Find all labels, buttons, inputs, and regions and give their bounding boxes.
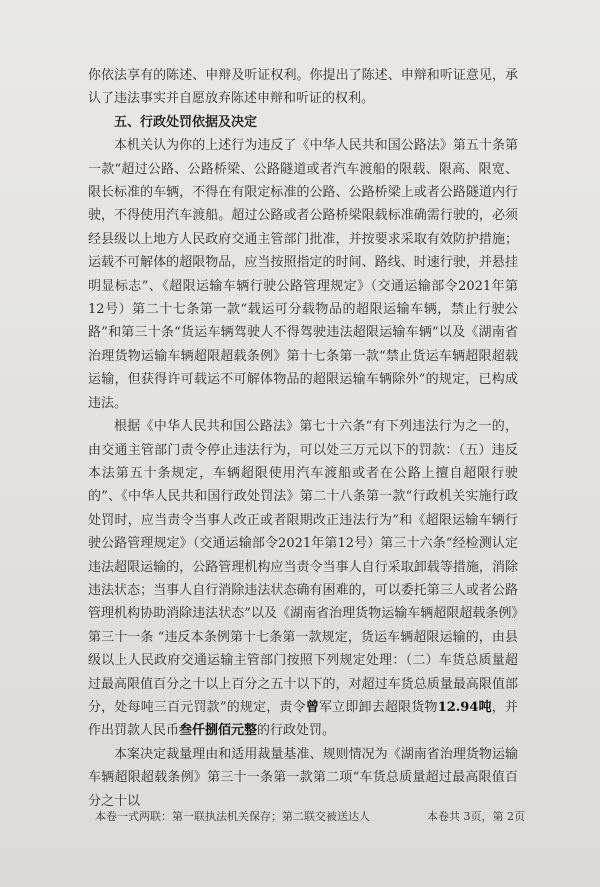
fine-amount: 叁仟捌佰元整 [179,723,258,739]
paragraph-penalty [88,415,518,743]
footer-copies-note: 本卷一式两联：第一联执法机关保存；第二联交被送达人 [95,810,370,823]
section-title: 五、行政处罚依据及决定 [114,114,258,130]
document-body [88,64,518,813]
footer-page-number: 本卷共 3页，第 2页 [427,810,525,823]
penalty-text-1: 根据《中华人民共和国公路法》第七十六条“有下列违法行为之一的，由交通主管部门责令停止违法行为，可以处三万元以下的罚款：（五）违反本法第五十条规定，车辆超限使用汽车渡船或者在公路上擅自超限行驶的”、《中华人民共和国行政处罚法》第二十八条第一款“行政机关实施行政处罚时，应当责令当事人改正或者限期改正违法行为”和《超限运输车辆行驶公路管理规定》（交通运输部令2021年第12号）第三十六条“经检测认定违法超限运输的，公路管理机构应当责令当事人自行采取卸载等措施，消除违法状态；当事人自行消除违法状态确有困难的，可以委托第三人或者公路管理机构协助消除违法状态”以及《湖南省治理货物运输车辆超限超载条例》第三十一条 “违反本条例第十七条第一款规定，货运车辆超限运输的，由县级以上人民政府交通运输主管部门按照下列规定处理：（二）车货总质量超过最高限值百分之十以上百分之五十以下的，对超过车货总质量最高限值部分，处每吨三百元罚款”的规定，责令 [88,419,518,715]
penalty-text-3: ，并作出罚款人民币 [88,699,518,739]
paragraph-violation: 本机关认为你的上述行为违反了《中华人民共和国公路法》第五十条第一款“超过公路、公路桥梁、公路隧道或者汽车渡船的限载、限高、限宽、限长标准的车辆，不得在有限定标准的公路、公路桥梁上或者公路隧道内行驶，不得使用汽车渡船。超过公路或者公路桥梁限载标准确需行驶的，必须经县级以上地方人民政府交通主管部门批准，并按要求采取有效防护措施；运载不可解体的超限物品，应当按照指定的时间、路线、时速行驶，并悬挂明显标志”、《超限运输车辆行驶公路管理规定》（交通运输部令2021年第12号）第二十七条第一款“载运可分载物品的超限运输车辆，禁止行驶公路”和第三十条“货运车辆驾驶人不得驾驶违法超限运输车辆”以及《湖南省治理货物运输车辆超限超载条例》第十七条第一款“禁止货运车辆超限超载运输，但获得许可载运不可解体物品的超限运输车辆除外”的规定，已构成违法。 [88,138,518,411]
penalty-text-2: 军立即卸去超限货物 [319,699,438,715]
party-name: 曾 [305,699,319,715]
page-footer [95,808,525,824]
penalty-text-4: 的行政处罚。 [257,723,336,739]
paragraph-discretion: 本案决定裁量理由和适用裁量基准、规则情况为《湖南省治理货物运输车辆超限超载条例》第三十一条第一款第二项“车货总质量超过最高限值百分之十以 [88,746,518,809]
paragraph-rights: 你依法享有的陈述、申辩及听证权利。你提出了陈述、申辩和听证意见，承认了违法事实并自愿放弃陈述申辩和听证的权利。 [88,68,518,107]
overload-tons: 12.94吨 [437,699,492,715]
